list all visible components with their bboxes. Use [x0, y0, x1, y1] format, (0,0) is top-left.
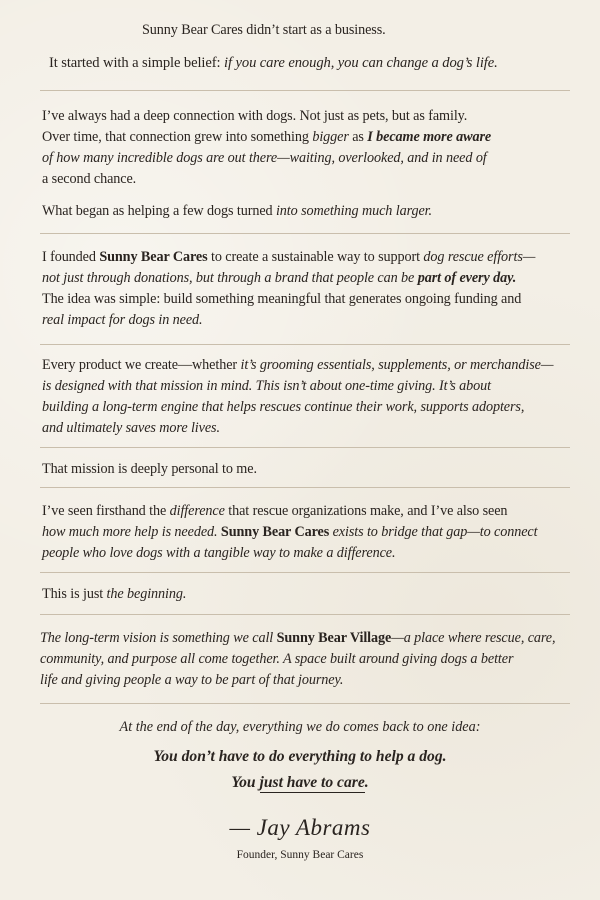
p1-line-2: [42, 127, 491, 147]
p3-emphasis: dog rescue efforts—: [423, 249, 536, 265]
p4-line-3: [42, 397, 524, 417]
intro-line-2: [49, 53, 498, 73]
p7-text: This is just: [42, 586, 107, 602]
p6-text: how much more help is needed.: [42, 524, 221, 540]
divider: [40, 447, 570, 448]
p1-text: as: [348, 129, 368, 145]
p4-emphasis: it’s grooming essentials, supplements, or merchandise—: [240, 357, 554, 373]
closing-underlined: just have to care: [259, 774, 365, 791]
p6-line-2: [42, 522, 537, 542]
p3-text: to create a sustainable way to support: [207, 249, 424, 265]
p1-line-4: [42, 169, 136, 189]
p3-line-4: [42, 310, 203, 330]
divider: [40, 344, 570, 345]
intro-line-1: [142, 20, 386, 40]
p8-line-1: [40, 628, 555, 648]
p1-strong: I became more aware: [367, 129, 492, 145]
p8-text: community, and purpose all come together. A space built around giving dogs a better: [40, 651, 514, 667]
brand-name: Sunny Bear Cares: [220, 524, 330, 540]
p6-text: exists to bridge that gap—to connect: [329, 524, 538, 540]
brand-name: Sunny Bear Cares: [99, 249, 208, 265]
p6-emphasis: difference: [169, 503, 225, 519]
village-name: Sunny Bear Village: [276, 630, 392, 646]
p3-line-3: [42, 289, 521, 309]
p7-line: [42, 584, 186, 604]
p3-text: not just through donations, but through a brand that people can be: [42, 270, 418, 286]
signature: [0, 815, 600, 841]
p6-line-1: [42, 501, 507, 521]
p2-emphasis: into something much larger.: [275, 203, 432, 219]
p8-text: —a place where rescue, care,: [391, 630, 556, 646]
p6-text: people who love dogs with a tangible way to make a difference.: [42, 545, 396, 561]
p4-text: building a long-term engine that helps rescues continue their work, supports adopters,: [42, 399, 525, 415]
divider: [40, 487, 570, 488]
p8-text: life and giving people a way to be part of that journey.: [40, 672, 344, 688]
p1-text: I’ve always had a deep connection with dogs. Not just as pets, but as family.: [42, 108, 468, 124]
p2-line: [42, 201, 432, 221]
p1-text: of how many incredible dogs are out there—waiting, overlooked, and in need of: [42, 150, 487, 166]
closing-text: At the end of the day, everything we do comes back to one idea:: [119, 719, 481, 735]
p6-line-3: [42, 543, 395, 563]
divider: [40, 90, 570, 91]
p3-line-2: [42, 268, 516, 288]
p1-line-3: [42, 148, 487, 168]
p1-line-1: [42, 106, 467, 126]
divider: [40, 572, 570, 573]
p6-text: that rescue organizations make, and I’ve also seen: [224, 503, 508, 519]
founder-title: Founder, Sunny Bear Cares: [236, 849, 364, 861]
signature-title: [0, 849, 600, 861]
p6-text: I’ve seen firsthand the: [42, 503, 170, 519]
p4-text: and ultimately saves more lives.: [42, 420, 220, 436]
closing-key-idea: You don’t have to do everything to help a dog.: [153, 748, 447, 765]
p7-emphasis: the beginning.: [106, 586, 187, 602]
p4-line-1: [42, 355, 553, 375]
p5-text: That mission is deeply personal to me.: [42, 461, 257, 477]
p1-emphasis: bigger: [312, 129, 349, 145]
signature-name: — Jay Abrams: [229, 815, 371, 840]
p5-line: [42, 459, 257, 479]
p2-text: What began as helping a few dogs turned: [42, 203, 276, 219]
p3-text: The idea was simple: build something meaningful that generates ongoing funding and: [42, 291, 522, 307]
closing-text: You: [231, 774, 260, 791]
p1-text: a second chance.: [42, 171, 137, 187]
p3-line-1: [42, 247, 535, 267]
intro-text: Sunny Bear Cares didn’t start as a business.: [142, 22, 386, 38]
p8-line-2: [40, 649, 513, 669]
p4-text: is designed with that mission in mind. This isn’t about one-time giving. It’s about: [42, 378, 491, 394]
intro-belief-lead: It started with a simple belief:: [49, 55, 225, 71]
p4-line-2: [42, 376, 491, 396]
divider: [40, 703, 570, 704]
intro-belief-quote: if you care enough, you can change a dog’s life.: [224, 55, 498, 71]
p4-line-4: [42, 418, 220, 438]
closing-line-3: [0, 774, 600, 792]
divider: [40, 233, 570, 234]
p8-line-3: [40, 670, 343, 690]
closing-line-1: [0, 719, 600, 736]
p3-text: real impact for dogs in need.: [42, 312, 203, 328]
closing-text: .: [364, 774, 369, 791]
closing-line-2: [0, 748, 600, 766]
p4-text: Every product we create—whether: [42, 357, 241, 373]
divider: [40, 614, 570, 615]
p1-text: Over time, that connection grew into something: [42, 129, 313, 145]
p3-text: I founded: [42, 249, 100, 265]
p3-strong: part of every day.: [417, 270, 517, 286]
p8-text: The long-term vision is something we call: [40, 630, 277, 646]
